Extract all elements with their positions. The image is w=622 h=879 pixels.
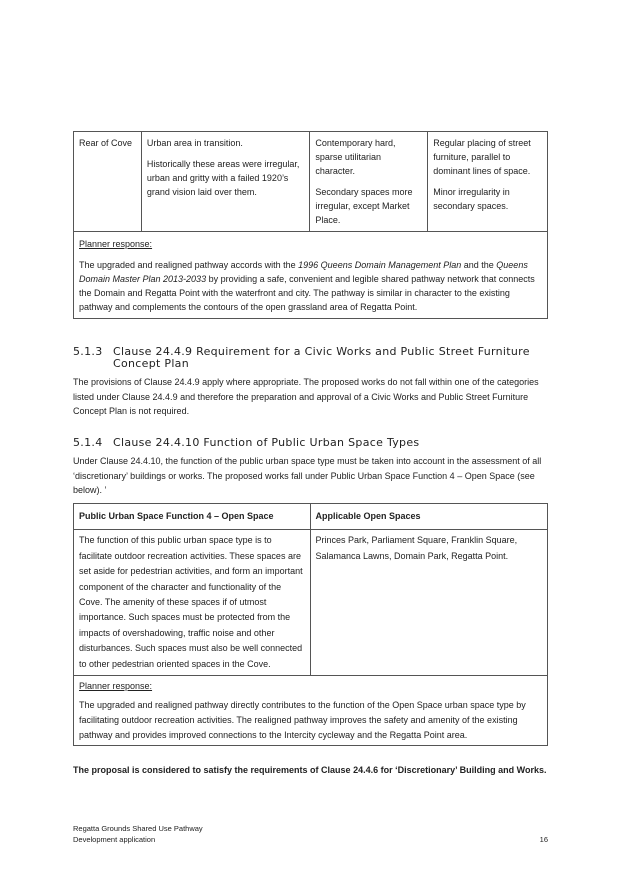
section-title: Clause 24.4.10 Function of Public Urban Space Types — [113, 436, 420, 449]
section-title: Concept Plan — [113, 357, 189, 370]
applicable-spaces-cell: Princes Park, Parliament Square, Franklin Square, Salamanca Lawns, Domain Park, Regatta Point. — [310, 530, 547, 676]
cell-text: Contemporary hard, sparse utilitarian character. — [315, 138, 396, 176]
text-run: The upgraded and realigned pathway accords with the — [79, 260, 299, 270]
section-number: 5.1.3 — [73, 345, 103, 358]
page-footer — [73, 823, 548, 845]
planner-response-cell — [74, 676, 548, 746]
table-row — [74, 132, 548, 232]
plan-title-italic: 1996 Queens Domain Management Plan — [298, 260, 462, 270]
plan-title-italic: Queens Domain Master Plan 2013-2033 — [79, 260, 528, 284]
footer-project-name: Regatta Grounds Shared Use Pathway — [73, 824, 203, 833]
section-heading-5-1-3 — [73, 345, 551, 371]
area-cell — [74, 132, 142, 232]
conclusion-statement: The proposal is considered to satisfy the requirements of Clause 24.4.6 for ‘Discretionary’ Building and Works. — [73, 765, 547, 775]
area-name: Rear of Cove — [79, 138, 133, 148]
section-number: 5.1.4 — [73, 436, 103, 449]
text-run: and the — [461, 260, 497, 270]
planner-response-cell — [74, 232, 548, 319]
cell-text: Minor irregularity in secondary spaces. — [433, 187, 510, 211]
column-header: Applicable Open Spaces — [310, 504, 547, 530]
section-title: Clause 24.4.9 Requirement for a Civic Works and Public Street Furniture — [113, 345, 530, 358]
function-description-cell: The function of this public urban space type is to facilitate outdoor recreation activities. These spaces are set aside for pedestrian activities, and form an important component of the character and functionality of the Cove. The amenity of these spaces if of utmost importance. Such spaces must be protected from the impacts of overshadowing, traffic noise and other disturbances. Such spaces must also be well connected to other pedestrian oriented spaces in the Cove. — [74, 530, 311, 676]
planner-response-text: The upgraded and realigned pathway directly contributes to the function of the Open Space urban space type by facilitating outdoor recreation activities. The realigned pathway improves the safety and amenity of the existing pathway and provides improved connections to the Intercity cycleway and the Regatta Point area. — [79, 700, 526, 741]
planner-response-label: Planner response: — [79, 239, 153, 249]
urban-space-character-table — [73, 131, 548, 319]
planner-response-text — [79, 258, 542, 314]
planner-response-row — [74, 232, 548, 319]
section-body: The provisions of Clause 24.4.9 apply where appropriate. The proposed works do not fall within one of the categories listed under Clause 24.4.9 and therefore the preparation and approval of a Civic Works and Public Street Furniture Concept Plan is not required. — [73, 377, 539, 416]
cell-text: Secondary spaces more irregular, except Market Place. — [315, 187, 413, 225]
section-heading-5-1-4 — [73, 436, 551, 449]
table-row — [74, 530, 548, 676]
text-run: by providing a safe, convenient and legible shared pathway network that connects the Domain and Regatta Point with the waterfront and city. The pathway is similar in character to the existing pathway and complements the contours of the open grassland area of Regatta Point. — [79, 274, 535, 312]
cell-text: Regular placing of street furniture, parallel to dominant lines of space. — [433, 138, 531, 176]
page-number: 16 — [539, 835, 548, 844]
materials-cell — [310, 132, 428, 232]
footer-document-type: Development application — [73, 835, 156, 844]
open-space-function-table — [73, 503, 548, 746]
cell-text: Historically these areas were irregular, urban and gritty with a failed 1920’s grand vision laid over them. — [146, 159, 300, 197]
table-header-row — [74, 504, 548, 530]
planner-response-row — [74, 676, 548, 746]
section-body: Under Clause 24.4.10, the function of the public urban space type must be taken into account in the assessment of all ‘discretionary’ buildings or works. The proposed works fall under Public Urban Space Function 4 – Open Space (see below). ’ — [73, 456, 542, 495]
column-header: Public Urban Space Function 4 – Open Space — [74, 504, 311, 530]
furniture-cell — [428, 132, 548, 232]
character-cell — [141, 132, 310, 232]
planner-response-label: Planner response: — [79, 681, 153, 692]
cell-text: Urban area in transition. — [146, 138, 243, 148]
